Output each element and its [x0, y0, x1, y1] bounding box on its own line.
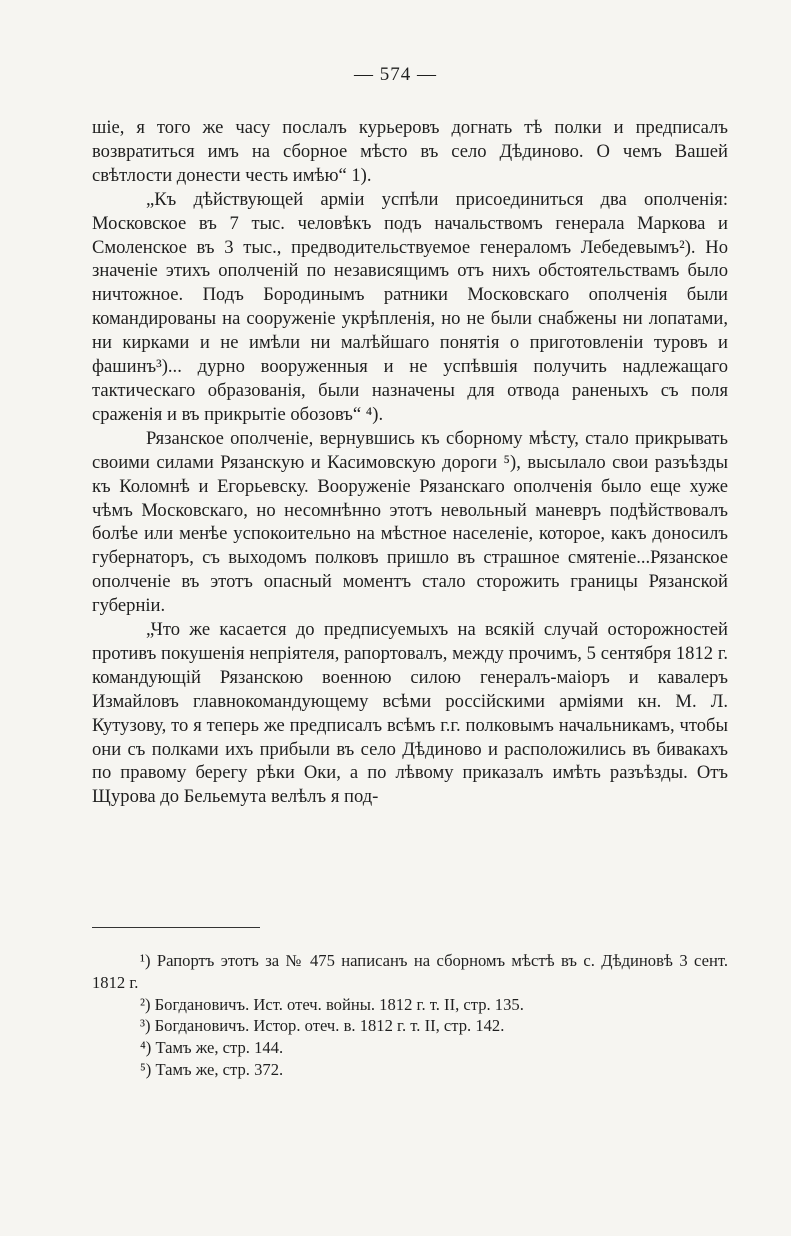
paragraph-3: Рязанское ополченіе, вернувшись къ сборному мѣсту, стало прикрывать своими силами Рязанскую и Касимовскую дороги ⁵), высылало свои разъѣзды къ Коломнѣ и Егорьевску. Вооруженіе Рязанскаго ополченія было еще хуже чѣмъ Московскаго, но несомнѣнно этотъ невольный маневръ подѣйствовалъ болѣе или менѣе успокоительно на мѣстное населеніе, которое, какъ доносилъ губернаторъ, съ выходомъ полковъ пришло въ страшное смятеніе...Рязанское ополченіе въ этотъ опасный моментъ стало сторожить границы Рязанской губерніи.	[92, 427, 728, 617]
paragraph-2: „Къ дѣйствующей арміи успѣли присоединиться два ополченія: Московское въ 7 тыс. человѣкъ подъ начальствомъ генерала Маркова и Смоленское въ 3 тыс., предводительствуемое генераломъ Лебедевымъ²). Но значеніе этихъ ополченій по независящимъ отъ нихъ обстоятельствамъ было ничтожное. Подъ Бородинымъ ратники Московскаго ополченія были командированы на сооруженіе укрѣпленія, но не были снабжены ни лопатами, ни кирками и не имѣли ни малѣйшаго понятія о приготовленіи туровъ и фашинъ³)... дурно вооруженныя и не успѣвшія получить надлежащаго тактическаго образованія, были назначены для отвода раненыхъ съ поля сраженія и въ прикрытіе обозовъ“ ⁴).	[92, 188, 728, 425]
footnote-2: ²) Богдановичъ. Ист. отеч. войны. 1812 г. т. II, стр. 135.	[140, 994, 524, 1014]
page-number: — 574 —	[354, 64, 437, 85]
footnote-5: ⁵) Тамъ же, стр. 372.	[140, 1059, 284, 1079]
footnote-3: ³) Богдановичъ. Истор. отеч. в. 1812 г. т. II, стр. 142.	[140, 1016, 505, 1036]
paragraph-1: шіе, я того же часу послалъ курьеровъ догнать тѣ полки и предписалъ возвратиться имъ на сборное мѣсто въ село Дѣдиново. О чемъ Вашей свѣтлости донести честь имѣю“ 1).	[92, 117, 728, 186]
footnote-divider	[92, 927, 260, 928]
body-text	[92, 116, 728, 809]
footnotes	[92, 950, 728, 1081]
footnote-1: ¹) Рапортъ этотъ за № 475 написанъ на сборномъ мѣстѣ въ с. Дѣдиновѣ 3 сент. 1812 г.	[92, 951, 728, 992]
paragraph-4: „Что же касается до предписуемыхъ на всякій случай осторожностей противъ покушенія непріятеля, рапортовалъ, между прочимъ, 5 сентября 1812 г. командующій Рязанскою военною силою генералъ-маіоръ и кавалеръ Измайловъ главнокомандующему всѣми россійскими арміями кн. М. Л. Кутузову, то я теперь же предписалъ всѣмъ г.г. полковымъ начальникамъ, чтобы они съ полками ихъ прибыли въ село Дѣдиново и расположились въ бивакахъ по правому берегу рѣки Оки, а по лѣвому приказалъ имѣть разъѣзды. Отъ Щурова до Бельемута велѣлъ я под-	[92, 619, 728, 808]
footnote-4: ⁴) Тамъ же, стр. 144.	[140, 1038, 284, 1058]
